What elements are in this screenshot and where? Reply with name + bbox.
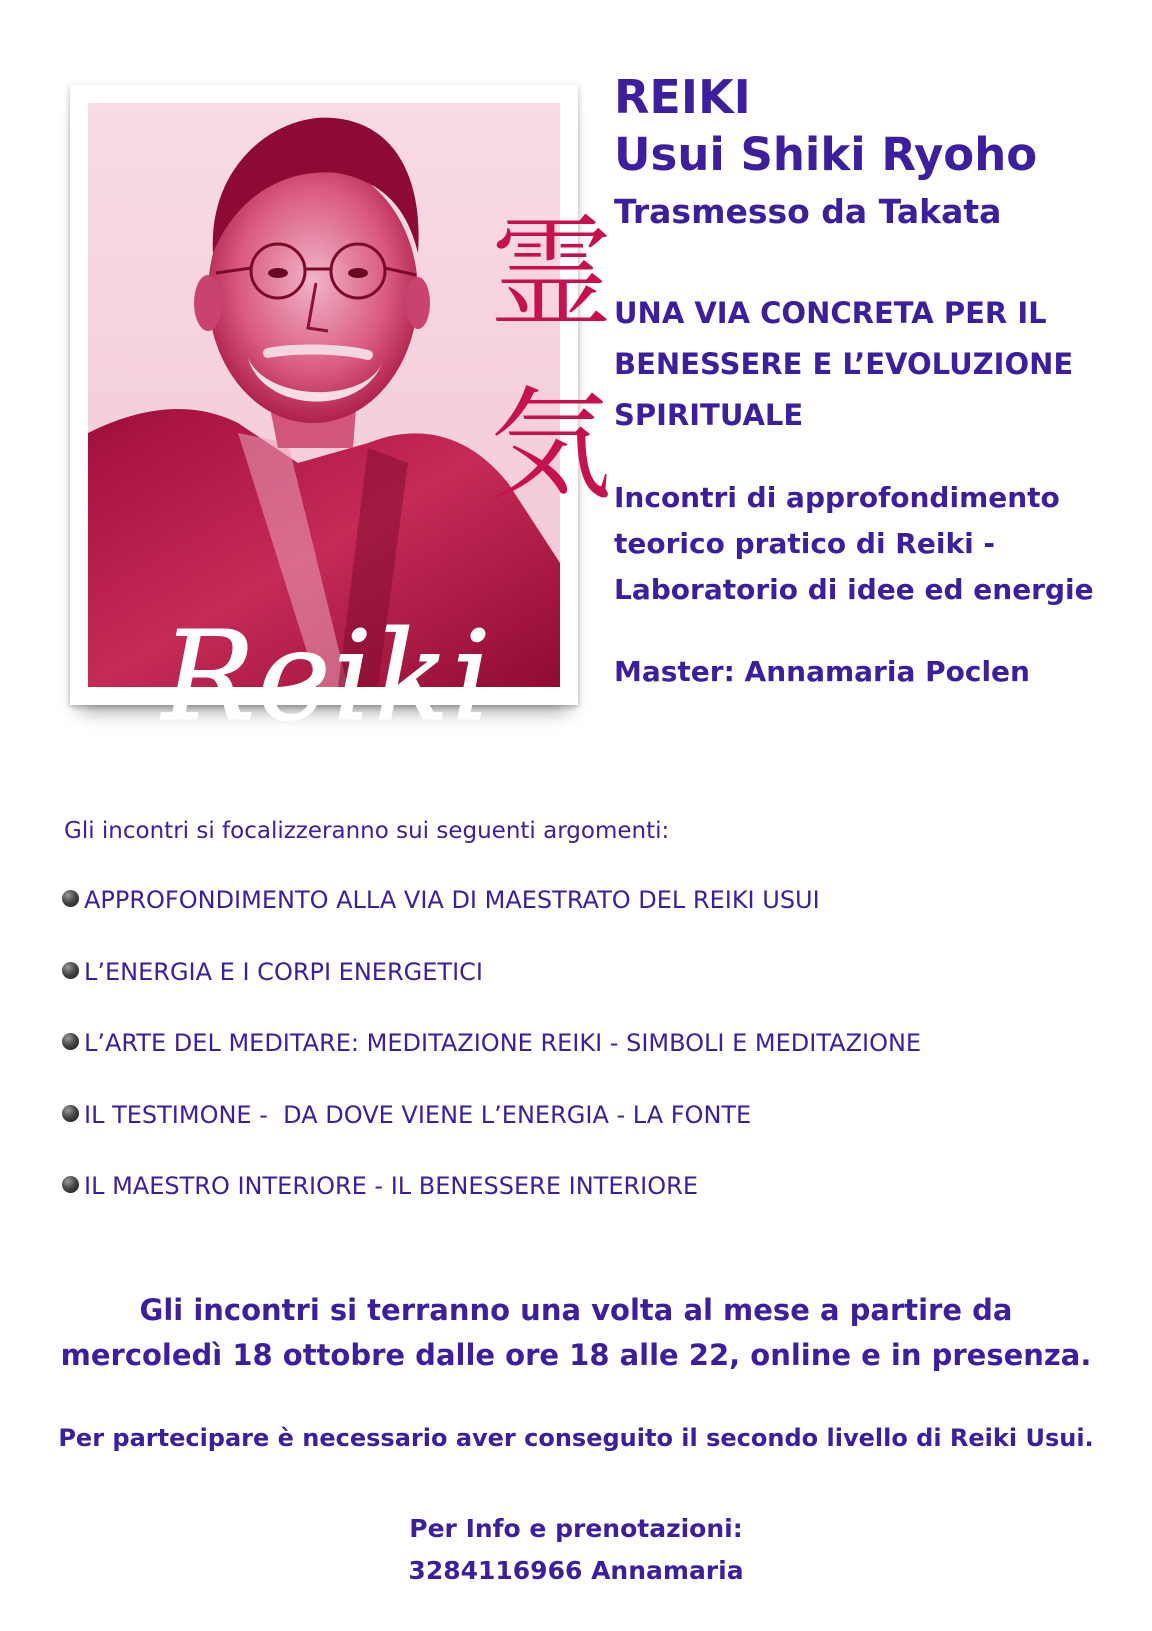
schedule-line: Gli incontri si terranno una volta al mese a partire da bbox=[139, 1293, 1013, 1327]
description-line: Incontri di approfondimento bbox=[614, 481, 1060, 514]
description bbox=[614, 475, 1134, 613]
topic-text: L’ENERGIA E I CORPI ENERGETICI bbox=[84, 957, 483, 986]
topics-intro: Gli incontri si focalizzeranno sui seguenti argomenti: bbox=[64, 818, 670, 844]
bullet-dot-icon bbox=[62, 1105, 79, 1122]
portrait-photo-card bbox=[70, 85, 612, 749]
page-subtitle: Usui Shiki Ryoho bbox=[614, 128, 1038, 181]
contact-label: Per Info e prenotazioni: bbox=[409, 1514, 743, 1543]
list-item bbox=[62, 1172, 921, 1244]
schedule bbox=[0, 1288, 1152, 1378]
tagline-line: UNA VIA CONCRETA PER IL bbox=[614, 296, 1047, 330]
topic-text: APPROFONDIMENTO ALLA VIA DI MAESTRATO DEL REIKI USUI bbox=[84, 886, 820, 914]
bullet-dot-icon bbox=[62, 1176, 79, 1193]
kanji-rei: 霊 bbox=[490, 203, 612, 345]
topics-list bbox=[62, 886, 921, 1244]
tagline-line: SPIRITUALE bbox=[614, 398, 804, 432]
master-name: Master: Annamaria Poclen bbox=[614, 655, 1030, 688]
kanji-ki: 気 bbox=[490, 375, 612, 517]
list-item bbox=[62, 1029, 921, 1101]
contact-phone: 3284116966 Annamaria bbox=[408, 1556, 744, 1585]
topic-text: IL MAESTRO INTERIORE - IL BENESSERE INTERIORE bbox=[84, 1172, 698, 1200]
list-item bbox=[62, 886, 921, 958]
description-line: Laboratorio di idee ed energie bbox=[614, 573, 1094, 606]
bullet-dot-icon bbox=[62, 1033, 79, 1050]
requirement-note: Per partecipare è necessario aver conseguito il secondo livello di Reiki Usui. bbox=[58, 1424, 1094, 1452]
topic-text: IL TESTIMONE - DA DOVE VIENE L’ENERGIA - LA FONTE bbox=[84, 1100, 752, 1129]
tagline-line: BENESSERE E L’EVOLUZIONE bbox=[614, 347, 1074, 381]
reiki-script-text: Reiki bbox=[162, 605, 494, 749]
title-block bbox=[614, 68, 1134, 695]
bullet-dot-icon bbox=[62, 890, 79, 907]
schedule-line: mercoledì 18 ottobre dalle ore 18 alle 22, online e in presenza. bbox=[60, 1338, 1092, 1372]
list-item bbox=[62, 958, 921, 1030]
contact-info bbox=[0, 1508, 1152, 1592]
description-line: teorico pratico di Reiki - bbox=[614, 527, 996, 560]
bullet-dot-icon bbox=[62, 962, 79, 979]
list-item bbox=[62, 1101, 921, 1173]
tagline bbox=[614, 288, 1134, 441]
topic-text: L’ARTE DEL MEDITARE: MEDITAZIONE REIKI - SIMBOLI E MEDITAZIONE bbox=[84, 1029, 922, 1057]
transmitted-by: Trasmesso da Takata bbox=[614, 192, 1002, 231]
page-title: REIKI bbox=[614, 70, 751, 124]
